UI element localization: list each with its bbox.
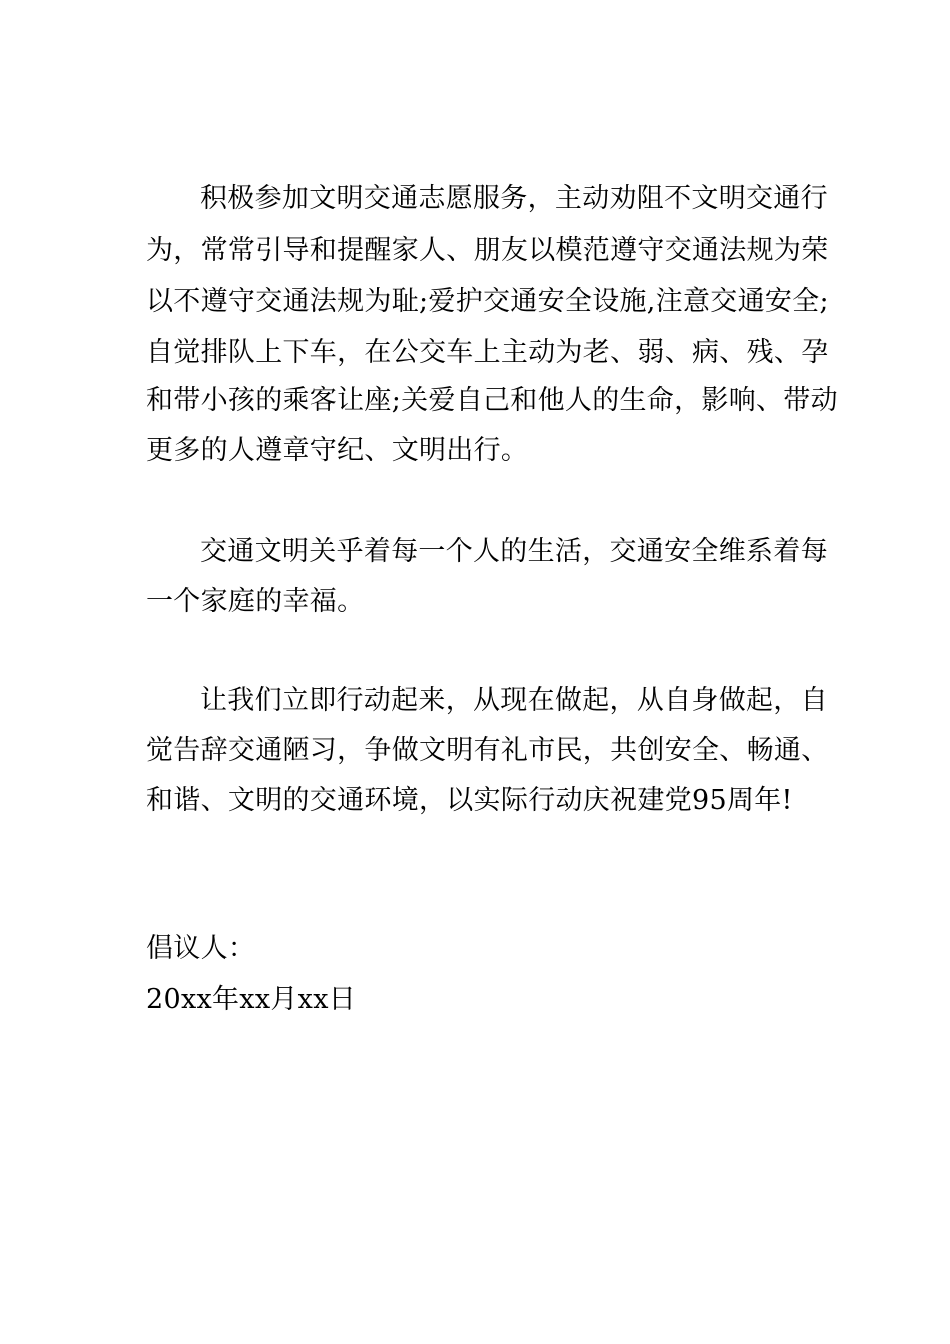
paragraph-3-line-2: 觉告辞交通陋习，争做文明有礼市民，共创安全、畅通、: [146, 735, 829, 766]
paragraph-1-line-2: 为，常常引导和提醒家人、朋友以模范遵守交通法规为荣: [146, 235, 829, 266]
paragraph-2-line-2: 一个家庭的幸福。: [146, 586, 365, 617]
paragraph-1-line-6: 更多的人遵章守纪、文明出行。: [146, 435, 529, 466]
paragraph-1-line-3: 以不遵守交通法规为耻;爱护交通安全设施,注意交通安全;: [146, 286, 829, 317]
paragraph-2-line-1: 交通文明关乎着每一个人的生活，交通安全维系着每: [200, 536, 828, 567]
paragraph-1-line-1: 积极参加文明交通志愿服务，主动劝阻不文明交通行: [200, 183, 828, 214]
paragraph-3-line-3: 和谐、文明的交通环境，以实际行动庆祝建党95周年!: [146, 785, 793, 816]
paragraph-1-line-4: 自觉排队上下车，在公交车上主动为老、弱、病、残、孕: [146, 337, 829, 368]
paragraph-1-line-5: 和带小孩的乘客让座;关爱自己和他人的生命，影响、带动: [146, 385, 838, 416]
signature-label: 倡议人：: [146, 933, 256, 964]
signature-date: 20xx年xx月xx日: [146, 984, 357, 1015]
paragraph-3-line-1: 让我们立即行动起来，从现在做起，从自身做起，自: [200, 685, 828, 716]
